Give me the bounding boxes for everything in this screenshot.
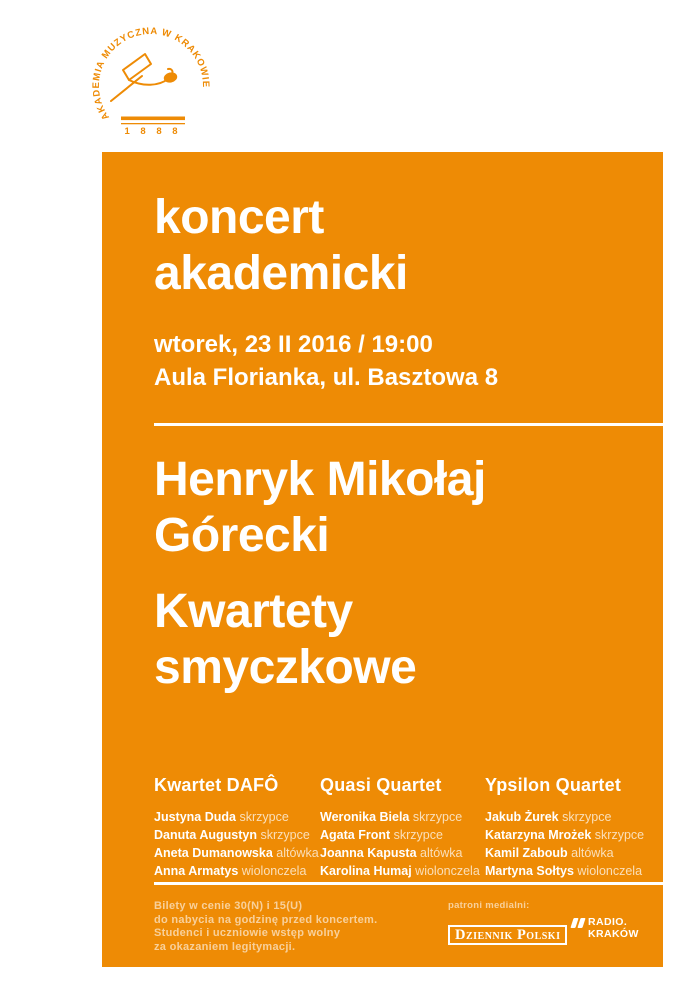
logo-divider-thin	[121, 123, 185, 124]
patrons-label: patroni medialni:	[448, 900, 530, 911]
ensemble-member	[320, 862, 490, 880]
logo-year: 1 8 8 8	[124, 126, 182, 137]
member-name: Joanna Kapusta	[320, 846, 417, 860]
ensemble-name: Ypsilon Quartet	[485, 775, 622, 795]
ensemble-member	[154, 844, 324, 862]
radio-krakow-text	[588, 917, 639, 940]
ensemble-column-dafo	[154, 774, 324, 880]
ensemble-name: Kwartet DAFÔ	[154, 775, 279, 795]
poster-title-line1: koncert	[154, 191, 324, 244]
event-datetime-venue	[154, 328, 498, 394]
member-instrument: altówka	[420, 846, 463, 860]
member-name: Agata Front	[320, 828, 391, 842]
work-line1: Kwartety	[154, 585, 353, 638]
member-name: Karolina Humaj	[320, 864, 412, 878]
event-venue: Aula Florianka, ul. Basztowa 8	[154, 364, 499, 391]
ensemble-member	[154, 808, 324, 826]
ensemble-member	[320, 826, 490, 844]
dziennik-polski-logo: Dziennik Polski	[448, 925, 567, 945]
ensemble-member	[485, 862, 655, 880]
radio-line1: RADIO.	[588, 916, 628, 928]
member-instrument: skrzypce	[239, 810, 289, 824]
member-name: Weronika Biela	[320, 810, 410, 824]
ensemble-member	[485, 808, 655, 826]
double-quote-marks-icon	[572, 918, 584, 928]
piano-icon	[111, 54, 178, 101]
ticket-line: Studenci i uczniowie wstęp wolny	[154, 927, 341, 939]
member-name: Jakub Żurek	[485, 810, 559, 824]
radio-krakow-logo	[572, 917, 639, 940]
academy-arc-text: AKADEMIA MUZYCZNA W KRAKOWIE	[90, 25, 212, 122]
member-instrument: wiolonczela	[241, 864, 307, 878]
member-instrument: skrzypce	[562, 810, 612, 824]
member-instrument: skrzypce	[412, 810, 463, 824]
member-instrument: skrzypce	[260, 828, 310, 842]
composer-name	[154, 452, 486, 564]
ensemble-column-ypsilon	[485, 774, 655, 880]
member-name: Aneta Dumanowska	[154, 846, 273, 860]
academy-logo	[85, 24, 219, 158]
ensemble-member	[485, 844, 655, 862]
radio-line2: KRAKÓW	[588, 927, 639, 940]
member-instrument: wiolonczela	[577, 864, 643, 878]
divider-bottom	[154, 882, 663, 885]
member-name: Kamil Zaboub	[485, 846, 568, 860]
composer-line2: Górecki	[154, 509, 330, 562]
member-name: Katarzyna Mrożek	[485, 828, 592, 842]
poster-panel	[102, 152, 663, 967]
member-instrument: skrzypce	[594, 828, 645, 842]
poster-title	[154, 190, 408, 302]
logo-divider-thick	[121, 117, 185, 121]
member-instrument: wiolonczela	[415, 864, 480, 878]
ticket-info	[154, 900, 378, 954]
ensemble-member	[154, 826, 324, 844]
ticket-line: za okazaniem legitymacji.	[154, 940, 296, 953]
work-line2: smyczkowe	[154, 641, 417, 694]
ensemble-name: Quasi Quartet	[320, 775, 442, 795]
member-instrument: skrzypce	[393, 828, 443, 842]
ensemble-column-quasi	[320, 774, 490, 880]
member-name: Martyna Sołtys	[485, 864, 574, 878]
ensemble-member	[320, 808, 490, 826]
member-name: Anna Armatys	[154, 864, 239, 878]
ticket-line: do nabycia na godzinę przed koncertem.	[154, 913, 378, 926]
ensemble-member	[485, 826, 655, 844]
member-instrument: altówka	[571, 846, 614, 860]
ensemble-member	[320, 844, 490, 862]
member-name: Justyna Duda	[154, 810, 236, 824]
composer-line1: Henryk Mikołaj	[154, 453, 486, 506]
member-instrument: altówka	[276, 846, 319, 860]
event-date: wtorek, 23 II 2016 / 19:00	[154, 331, 433, 358]
poster-title-line2: akademicki	[154, 247, 408, 300]
ticket-line: Bilety w cenie 30(N) i 15(U)	[154, 900, 303, 912]
work-title	[154, 584, 416, 696]
ensemble-member	[154, 862, 324, 880]
member-name: Danuta Augustyn	[154, 828, 258, 842]
divider-top	[154, 423, 663, 426]
